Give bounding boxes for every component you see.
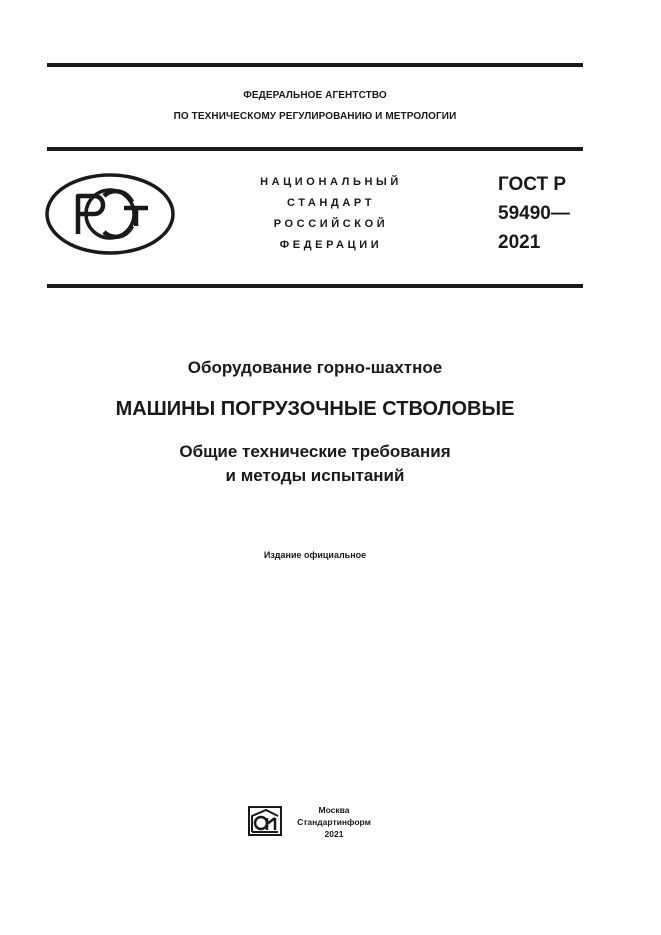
publisher-city: Москва [318, 805, 350, 815]
gost-r-certification-mark-icon [44, 172, 176, 256]
section-rule [47, 284, 583, 288]
subtitle-line-1: Общие технические требования [179, 442, 451, 461]
publisher-year: 2021 [324, 829, 344, 839]
subtitle-line-2: и методы испытаний [225, 466, 405, 485]
publisher-block [292, 804, 376, 840]
standartinform-logo-icon [248, 806, 282, 836]
national-line-1: НАЦИОНАЛЬНЫЙ [260, 176, 402, 188]
agency-line-2: ПО ТЕХНИЧЕСКОМУ РЕГУЛИРОВАНИЮ И МЕТРОЛОГИИ [173, 111, 457, 122]
designation-line-3: 2021 [498, 232, 541, 253]
document-subtitle [47, 440, 583, 488]
top-rule [47, 63, 583, 67]
standard-designation [498, 170, 570, 257]
document-title: МАШИНЫ ПОГРУЗОЧНЫЕ СТВОЛОВЫЕ [115, 398, 515, 420]
header-rule [47, 147, 583, 151]
designation-line-2: 59490— [498, 203, 570, 224]
agency-line-1: ФЕДЕРАЛЬНОЕ АГЕНТСТВО [243, 90, 387, 101]
designation-line-1: ГОСТ Р [498, 174, 567, 195]
national-standard-block [228, 172, 434, 256]
national-line-3: РОССИЙСКОЙ [273, 218, 389, 230]
publisher-name: Стандартинформ [297, 817, 371, 827]
edition-label: Издание официальное [263, 550, 367, 560]
document-category: Оборудование горно-шахтное [187, 358, 443, 377]
national-line-4: ФЕДЕРАЦИИ [279, 239, 383, 251]
national-line-2: СТАНДАРТ [286, 197, 376, 209]
